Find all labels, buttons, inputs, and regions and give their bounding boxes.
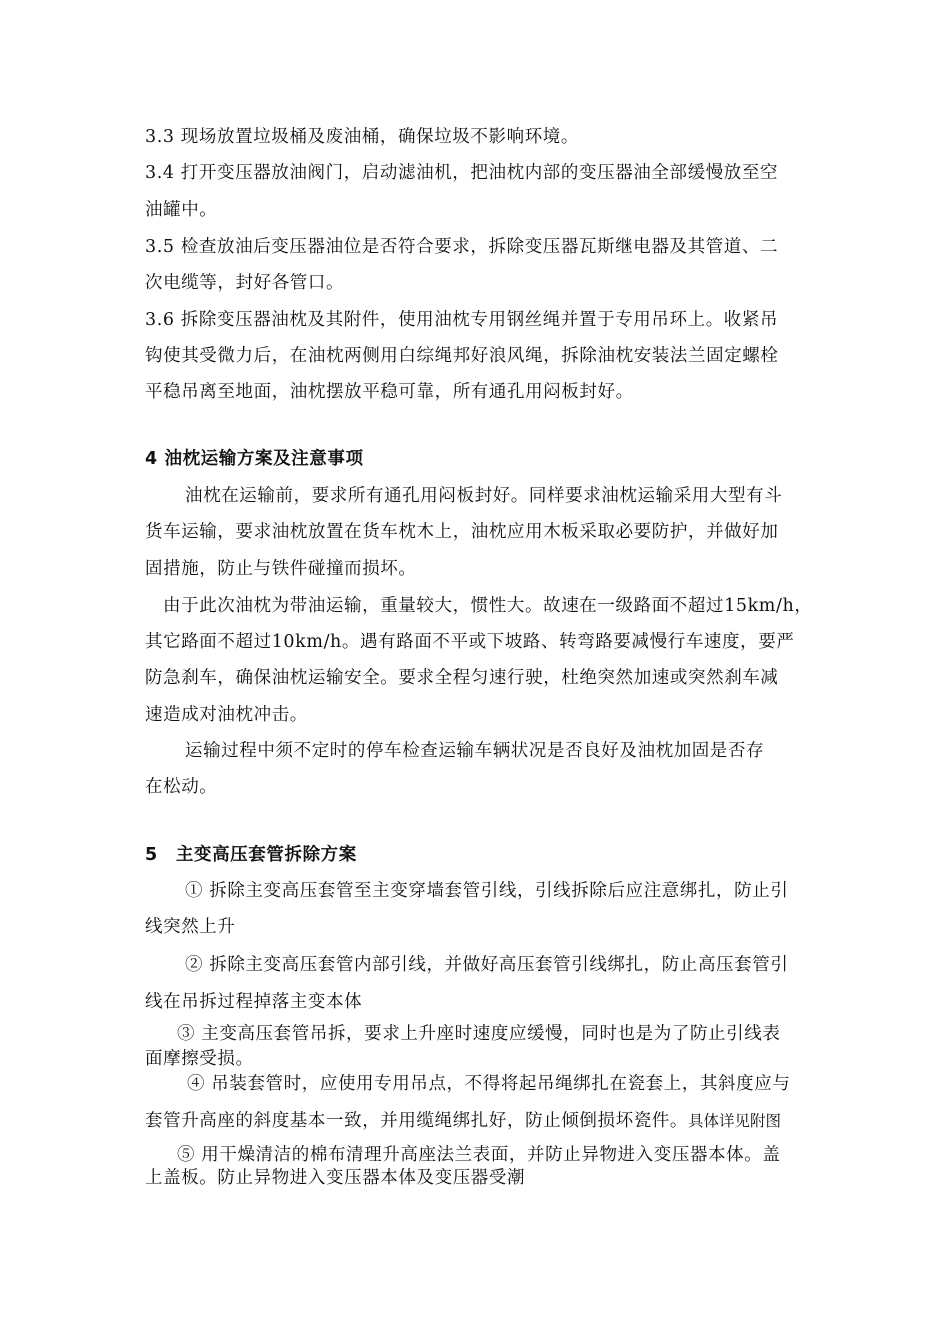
- section-4-paragraph-1-line-2: 货车运输，要求油枕放置在货车枕木上，油枕应用木板采取必要防护，并做好加: [145, 522, 779, 542]
- section-4-paragraph-3-line-1: 运输过程中须不定时的停车检查运输车辆状况是否良好及油枕加固是否存: [185, 741, 765, 761]
- step-3-line-2: 面摩擦受损。: [145, 1049, 254, 1069]
- item-3-4-line-1: 3.4 打开变压器放油阀门，启动滤油机，把油枕内部的变压器油全部缓慢放至空: [145, 163, 779, 183]
- section-4-paragraph-2-line-2: 其它路面不超过10km/h。遇有路面不平或下坡路、转弯路要减慢行车速度，要严: [145, 632, 795, 652]
- section-4-paragraph-1-line-3: 固措施，防止与铁件碰撞而损坏。: [145, 559, 417, 579]
- item-3-6-line-3: 平稳吊离至地面，油枕摆放平稳可靠，所有通孔用闷板封好。: [145, 382, 634, 402]
- section-4-paragraph-3-line-2: 在松动。: [145, 777, 218, 797]
- step-4-line-1: ④ 吊装套管时，应使用专用吊点，不得将起吊绳绑扎在瓷套上，其斜度应与: [187, 1074, 791, 1094]
- step-5-line-2: 上盖板。防止异物进入变压器本体及变压器受潮: [145, 1168, 526, 1188]
- item-3-6-line-2: 钩使其受微力后，在油枕两侧用白综绳邦好浪风绳，拆除油枕安装法兰固定螺栓: [145, 346, 779, 366]
- section-4-paragraph-2-line-3: 防急刹车，确保油枕运输安全。要求全程匀速行驶，杜绝突然加速或突然刹车减: [145, 668, 779, 688]
- section-4-paragraph-1-line-1: 油枕在运输前，要求所有通孔用闷板封好。同样要求油枕运输采用大型有斗: [185, 486, 783, 506]
- step-4-line-2-note: 具体详见附图: [688, 1112, 782, 1130]
- item-3-3: 3.3 现场放置垃圾桶及废油桶，确保垃圾不影响环境。: [145, 127, 579, 147]
- step-5-line-1: ⑤ 用干燥清洁的棉布清理升高座法兰表面，并防止异物进入变压器本体。盖: [177, 1145, 781, 1165]
- step-1-line-2: 线突然上升: [145, 917, 236, 937]
- step-2-line-1: ② 拆除主变高压套管内部引线，并做好高压套管引线绑扎，防止高压套管引: [185, 955, 789, 975]
- step-4-line-2-main: 套管升高座的斜度基本一致，并用缆绳绑扎好，防止倾倒损坏瓷件。: [145, 1111, 688, 1131]
- item-3-5-line-2: 次电缆等，封好各管口。: [145, 273, 345, 293]
- item-3-6-line-1: 3.6 拆除变压器油枕及其附件，使用油枕专用钢丝绳并置于专用吊环上。收紧吊: [145, 310, 779, 330]
- item-3-5-line-1: 3.5 检查放油后变压器油位是否符合要求，拆除变压器瓦斯继电器及其管道、二: [145, 237, 779, 257]
- step-2-line-2: 线在吊拆过程掉落主变本体: [145, 992, 363, 1012]
- section-4-paragraph-2-line-4: 速造成对油枕冲击。: [145, 705, 308, 725]
- section-4-heading: 4 油枕运输方案及注意事项: [145, 449, 364, 469]
- item-3-4-line-2: 油罐中。: [145, 200, 218, 220]
- step-1-line-1: ① 拆除主变高压套管至主变穿墙套管引线，引线拆除后应注意绑扎，防止引: [185, 881, 789, 901]
- step-3-line-1: ③ 主变高压套管吊拆，要求上升座时速度应缓慢，同时也是为了防止引线表: [177, 1024, 781, 1044]
- section-4-paragraph-2-line-1: 由于此次油枕为带油运输，重量较大，惯性大。故速在一级路面不超过15km/h，: [163, 596, 813, 616]
- step-4-line-2: [145, 1110, 781, 1132]
- section-5-heading: 5 主变高压套管拆除方案: [145, 845, 357, 865]
